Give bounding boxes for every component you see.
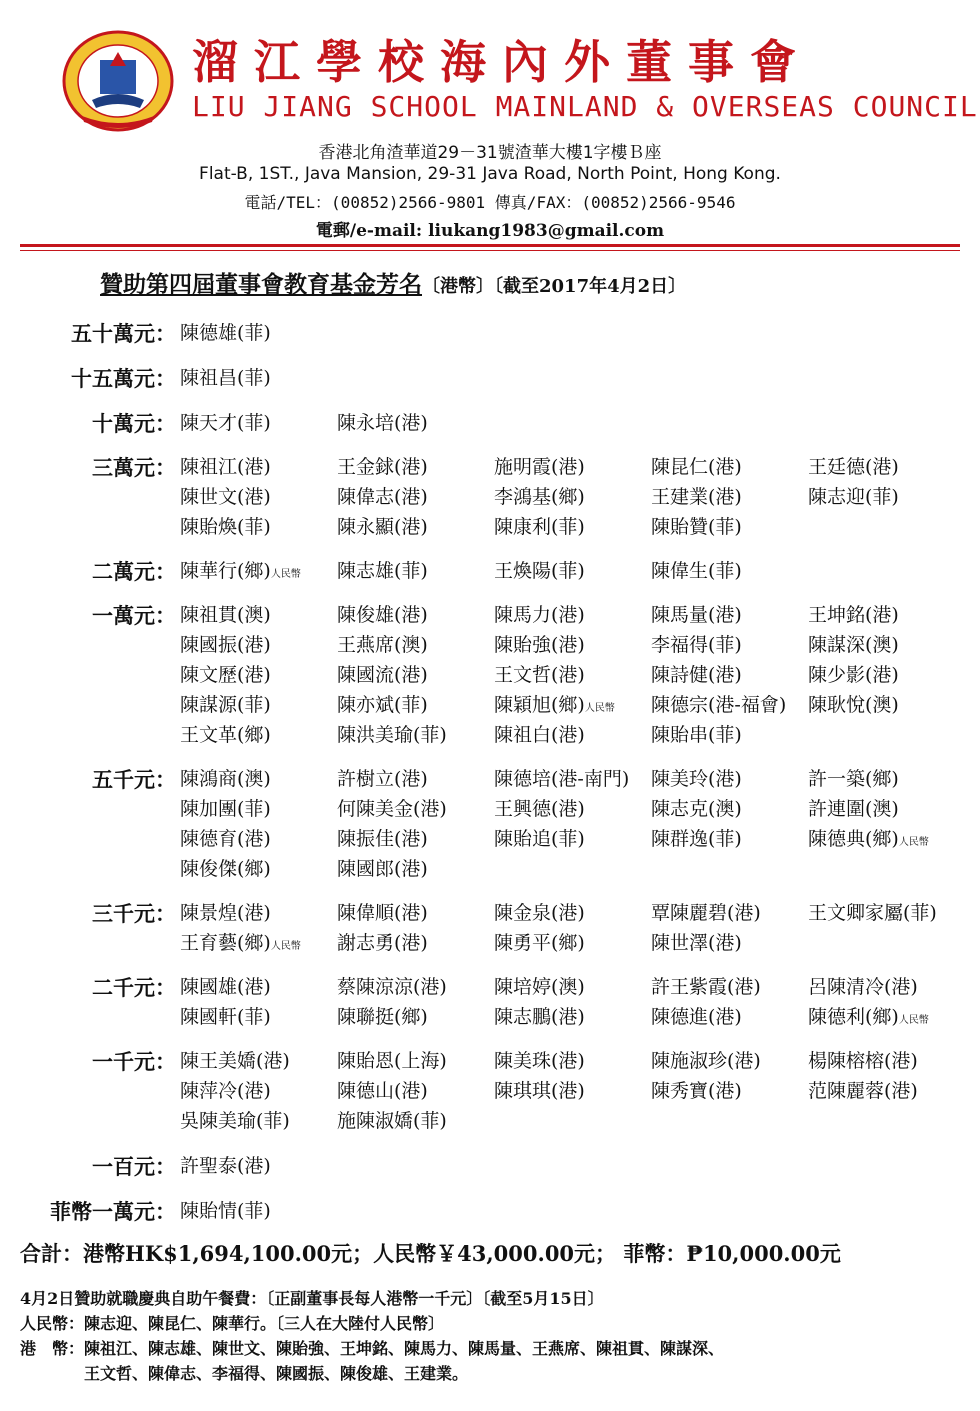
donor-name: [180, 363, 271, 390]
donor-name-text: 陳德進(港): [651, 1006, 742, 1028]
donor-name-text: 陳俊雄(港): [337, 604, 428, 626]
donor-name-text: 陳昆仁(港): [651, 456, 742, 478]
donor-row: [0, 824, 980, 854]
donor-name: [337, 482, 428, 509]
donor-row: [0, 600, 980, 630]
donor-name: [808, 794, 899, 821]
donor-name-text: 陳馬力(港): [494, 604, 585, 626]
donor-name-text: 王煥陽(菲): [494, 560, 585, 582]
currency-mark: 人民幣: [270, 569, 301, 580]
council-logo: [62, 30, 174, 132]
donor-name: [337, 512, 428, 539]
donor-name-text: 范陳麗蓉(港): [808, 1080, 918, 1102]
donor-row: [0, 1046, 980, 1076]
donor-name-text: 陳貽贊(菲): [651, 516, 742, 538]
donor-name: [494, 452, 585, 479]
donor-name-text: 陳祖昌(菲): [180, 367, 271, 389]
donor-row: [0, 482, 980, 512]
donor-name-text: 許一築(鄉): [808, 768, 899, 790]
donor-name: [180, 720, 271, 747]
donor-row: [0, 1076, 980, 1106]
council-title-chinese: 溜江學校海內外董事會: [192, 35, 812, 89]
donor-name: [494, 1046, 585, 1073]
donor-name: [337, 928, 428, 955]
donor-name-text: 王廷德(港): [808, 456, 899, 478]
donor-name: [180, 318, 271, 345]
donor-name: [808, 660, 899, 687]
donor-name: [808, 764, 899, 791]
donor-name: [494, 1076, 585, 1103]
donor-name: [337, 1106, 447, 1133]
donor-name: [180, 1002, 271, 1029]
donor-name: [180, 690, 271, 717]
donor-row: [0, 1002, 980, 1032]
donor-name: [337, 794, 447, 821]
donor-name-text: 許王紫霞(港): [651, 976, 761, 998]
donor-name-text: 陳德宗(港-福會): [651, 694, 787, 716]
donor-name-text: 何陳美金(港): [337, 798, 447, 820]
donor-name: [337, 1046, 447, 1073]
donor-name: [180, 854, 271, 881]
donor-name: [651, 794, 742, 821]
phone-fax-line: 電話/TEL：(00852)2566-9801 傳真/FAX：(00852)2566-9546: [244, 193, 736, 212]
donor-name-text: 陳德培(港-南門): [494, 768, 630, 790]
donor-name: [494, 690, 615, 717]
header-divider: [20, 244, 960, 247]
donation-amount: 五千元：: [92, 767, 176, 792]
donor-name-text: 陳德育(港): [180, 828, 271, 850]
donor-name: [180, 764, 271, 791]
donor-name: [337, 720, 447, 747]
donor-name-text: 王文革(鄉): [180, 724, 271, 746]
donor-name: [337, 854, 428, 881]
donor-name-text: 王金銶(港): [337, 456, 428, 478]
donation-amount: 二萬元：: [92, 559, 176, 584]
donation-amount: 一萬元：: [92, 603, 176, 628]
donor-name-text: 施陳淑嬌(菲): [337, 1110, 447, 1132]
donor-name: [180, 452, 271, 479]
donor-name: [808, 690, 899, 717]
donor-name: [651, 630, 742, 657]
donor-name-text: 楊陳榕榕(港): [808, 1050, 918, 1072]
donation-amount: 三萬元：: [92, 455, 176, 480]
council-title-english: LIU JIANG SCHOOL MAINLAND & OVERSEAS COUNCIL: [192, 90, 978, 123]
donor-name: [180, 928, 301, 955]
donor-name-text: 許連圍(澳): [808, 798, 899, 820]
donor-name: [180, 630, 271, 657]
donor-row: [0, 854, 980, 884]
donor-name-text: 王興德(港): [494, 798, 585, 820]
donor-name: [337, 690, 428, 717]
donor-name: [651, 452, 742, 479]
donor-name-text: 陳琪琪(港): [494, 1080, 585, 1102]
donor-name-text: 陳偉順(港): [337, 902, 428, 924]
donor-name: [808, 482, 899, 509]
donor-name-text: 陳志鵬(港): [494, 1006, 585, 1028]
donor-name-text: 許樹立(港): [337, 768, 428, 790]
donor-name: [651, 1076, 742, 1103]
donor-name: [808, 600, 899, 627]
donor-name-text: 陳貽煥(菲): [180, 516, 271, 538]
donor-name: [180, 1106, 290, 1133]
donation-amount: 五十萬元：: [71, 321, 176, 346]
donor-name: [494, 1002, 585, 1029]
donor-name-text: 陳洪美瑜(菲): [337, 724, 447, 746]
donor-name-text: 陳貽情(菲): [180, 1200, 271, 1222]
donor-name-text: 陳群逸(菲): [651, 828, 742, 850]
donor-name-text: 李鴻基(鄉): [494, 486, 585, 508]
donor-row: [0, 318, 980, 348]
donor-name: [808, 452, 899, 479]
donor-name: [337, 824, 428, 851]
donor-name-text: 陳王美嬌(港): [180, 1050, 290, 1072]
donor-name-text: 陳世澤(港): [651, 932, 742, 954]
donor-name-text: 陳國軒(菲): [180, 1006, 271, 1028]
donor-name-text: 陳貽恩(上海): [337, 1050, 447, 1072]
donor-name-text: 陳美玲(港): [651, 768, 742, 790]
donation-amount: 一百元：: [92, 1154, 176, 1179]
donor-name: [494, 482, 585, 509]
donor-name: [180, 898, 271, 925]
note-line-3: 港 幣：陳祖江、陳志雄、陳世文、陳貽強、王坤銘、陳馬力、陳馬量、王燕席、陳祖貫、陳謀深、: [20, 1339, 725, 1358]
donor-name: [494, 556, 585, 583]
donor-name-text: 陳少影(港): [808, 664, 899, 686]
donor-name: [808, 824, 929, 851]
donor-name: [808, 630, 899, 657]
donor-name: [494, 630, 585, 657]
donor-name-text: 陳偉志(港): [337, 486, 428, 508]
donor-name-text: 陳德雄(菲): [180, 322, 271, 344]
donor-name: [494, 928, 585, 955]
currency-mark: 人民幣: [270, 941, 301, 952]
donor-name: [651, 690, 786, 717]
donor-name-text: 陳祖貫(澳): [180, 604, 271, 626]
donation-total: 合計：港幣HK$1,694,100.00元；人民幣￥43,000.00元； 菲幣：₱10,000.00元: [20, 1241, 841, 1266]
donor-name-text: 陳施淑珍(港): [651, 1050, 761, 1072]
donor-name-text: 陳華行(鄉): [180, 560, 271, 582]
donor-name-text: 吳陳美瑜(菲): [180, 1110, 290, 1132]
donor-name-text: 陳貽強(港): [494, 634, 585, 656]
note-line-2: 人民幣：陳志迎、陳昆仁、陳華行。〔三人在大陸付人民幣〕: [20, 1314, 445, 1333]
donor-row: [0, 928, 980, 958]
donor-name-text: 陳萍冷(港): [180, 1080, 271, 1102]
donor-name-text: 陳祖江(港): [180, 456, 271, 478]
donor-name-text: 許聖泰(港): [180, 1155, 271, 1177]
donor-row: [0, 363, 980, 393]
donor-name-text: 陳永顯(港): [337, 516, 428, 538]
donor-row: [0, 556, 980, 586]
donor-name-text: 呂陳清冷(港): [808, 976, 918, 998]
donor-name-text: 李福得(菲): [651, 634, 742, 656]
address-english: Flat-B, 1ST., Java Mansion, 29-31 Java Road, North Point, Hong Kong.: [199, 164, 781, 184]
donor-name: [180, 1196, 271, 1223]
donor-name: [494, 600, 585, 627]
donor-row: [0, 1196, 980, 1226]
donor-name-text: 陳貽追(菲): [494, 828, 585, 850]
donor-name: [494, 764, 629, 791]
donor-name-text: 陳德利(鄉): [808, 1006, 899, 1028]
donor-name: [651, 720, 742, 747]
donor-name-text: 陳天才(菲): [180, 412, 271, 434]
donor-name-text: 陳國振(港): [180, 634, 271, 656]
donor-name-text: 陳加團(菲): [180, 798, 271, 820]
donor-name: [494, 720, 585, 747]
donor-name-text: 陳國郎(港): [337, 858, 428, 880]
donor-name-text: 陳德典(鄉): [808, 828, 899, 850]
donor-row: [0, 794, 980, 824]
donor-name: [337, 972, 447, 999]
donor-name: [494, 972, 585, 999]
donor-name: [180, 600, 271, 627]
donor-name-text: 陳馬量(港): [651, 604, 742, 626]
donor-name: [808, 1002, 929, 1029]
list-heading-main: 贊助第四屆董事會教育基金芳名: [100, 271, 422, 298]
donor-name-text: 陳亦斌(菲): [337, 694, 428, 716]
currency-mark: 人民幣: [898, 837, 929, 848]
donor-name-text: 陳美珠(港): [494, 1050, 585, 1072]
donor-name: [180, 824, 271, 851]
donor-name-text: 陳國雄(港): [180, 976, 271, 998]
donor-name: [494, 512, 585, 539]
donor-name: [180, 794, 271, 821]
donor-row: [0, 972, 980, 1002]
donor-name: [337, 660, 428, 687]
donor-name: [808, 1046, 918, 1073]
currency-mark: 人民幣: [898, 1015, 929, 1026]
donor-name-text: 陳鴻商(澳): [180, 768, 271, 790]
donor-name: [180, 1151, 271, 1178]
donor-name-text: 陳穎旭(鄉): [494, 694, 585, 716]
donor-name-text: 陳康利(菲): [494, 516, 585, 538]
donor-name: [180, 1076, 271, 1103]
donor-name-text: 王建業(港): [651, 486, 742, 508]
donor-name-text: 陳文歷(港): [180, 664, 271, 686]
donor-name: [651, 898, 761, 925]
donor-name: [494, 794, 585, 821]
donor-row: [0, 764, 980, 794]
donor-name-text: 陳俊傑(鄉): [180, 858, 271, 880]
donation-amount: 菲幣一萬元：: [50, 1199, 176, 1224]
donor-name-text: 陳振佳(港): [337, 828, 428, 850]
note-line-1: 4月2日贊助就職慶典自助午餐費：〔正副董事長每人港幣一千元〕〔截至5月15日〕: [20, 1289, 604, 1308]
donor-row: [0, 1106, 980, 1136]
donor-name-text: 陳詩健(港): [651, 664, 742, 686]
donor-name: [337, 1076, 428, 1103]
donor-name-text: 蔡陳涼涼(港): [337, 976, 447, 998]
donor-name-text: 王育藝(鄉): [180, 932, 271, 954]
donor-name: [180, 660, 271, 687]
donor-name-text: 王坤銘(港): [808, 604, 899, 626]
donor-name-text: 王燕席(澳): [337, 634, 428, 656]
list-heading-sub: 〔港幣〕〔截至2017年4月2日〕: [422, 276, 687, 297]
donor-name: [180, 1046, 290, 1073]
note-line-4: 王文哲、陳偉志、李福得、陳國振、陳俊雄、王建業。: [20, 1364, 469, 1383]
donor-name: [651, 482, 742, 509]
donor-name-text: 覃陳麗碧(港): [651, 902, 761, 924]
donor-name: [337, 764, 428, 791]
donor-name: [180, 556, 301, 583]
donor-name-text: 陳勇平(鄉): [494, 932, 585, 954]
donor-name-text: 陳永培(港): [337, 412, 428, 434]
donor-name-text: 陳謀深(澳): [808, 634, 899, 656]
donor-name-text: 陳志雄(菲): [337, 560, 428, 582]
donor-name: [808, 1076, 918, 1103]
donor-name: [180, 512, 271, 539]
currency-mark: 人民幣: [584, 703, 615, 714]
donor-name-text: 陳祖白(港): [494, 724, 585, 746]
donation-amount: 三千元：: [92, 901, 176, 926]
donor-name-text: 陳貽串(菲): [651, 724, 742, 746]
donor-name: [651, 824, 742, 851]
donor-name-text: 謝志勇(港): [337, 932, 428, 954]
donor-name: [651, 764, 742, 791]
donation-amount: 十萬元：: [92, 411, 176, 436]
donor-name: [494, 898, 585, 925]
donor-name: [651, 556, 742, 583]
donation-amount: 二千元：: [92, 975, 176, 1000]
donor-name-text: 王文卿家屬(菲): [808, 902, 937, 924]
donor-name-text: 陳德山(港): [337, 1080, 428, 1102]
donor-row: [0, 512, 980, 542]
donor-name-text: 陳培婷(澳): [494, 976, 585, 998]
email-line: 電郵/e-mail: liukang1983@gmail.com: [315, 221, 665, 241]
address-chinese: 香港北角渣華道29－31號渣華大樓1字樓Ｂ座: [318, 143, 662, 163]
donor-row: [0, 452, 980, 482]
donor-name: [494, 660, 585, 687]
donor-name: [337, 452, 428, 479]
donor-name: [337, 630, 428, 657]
donor-name: [651, 660, 742, 687]
donor-name: [494, 824, 585, 851]
donor-name: [180, 972, 271, 999]
donor-name: [337, 556, 428, 583]
donor-name-text: 陳志迎(菲): [808, 486, 899, 508]
donor-name: [651, 1002, 742, 1029]
donor-name-text: 陳聯挺(鄉): [337, 1006, 428, 1028]
donor-row: [0, 690, 980, 720]
donation-amount: 一千元：: [92, 1049, 176, 1074]
donor-name: [337, 408, 428, 435]
donor-name: [651, 1046, 761, 1073]
donor-name: [808, 898, 937, 925]
list-heading: [100, 266, 686, 299]
donor-row: [0, 720, 980, 750]
donor-row: [0, 408, 980, 438]
donor-name-text: 陳謀源(菲): [180, 694, 271, 716]
donor-name-text: 陳秀寶(港): [651, 1080, 742, 1102]
donor-name: [337, 1002, 428, 1029]
donor-name-text: 陳偉生(菲): [651, 560, 742, 582]
donor-name: [337, 898, 428, 925]
donor-row: [0, 1151, 980, 1181]
donor-name-text: 陳景煌(港): [180, 902, 271, 924]
donation-amount: 十五萬元：: [71, 366, 176, 391]
donor-name-text: 陳耿悅(澳): [808, 694, 899, 716]
donor-name: [651, 512, 742, 539]
donor-name: [651, 972, 761, 999]
donor-name: [651, 600, 742, 627]
donor-name: [808, 972, 918, 999]
header-divider-thin: [20, 250, 960, 251]
donor-name-text: 陳金泉(港): [494, 902, 585, 924]
donor-name-text: 施明霞(港): [494, 456, 585, 478]
donor-name: [180, 408, 271, 435]
donor-row: [0, 660, 980, 690]
donor-name-text: 陳志克(澳): [651, 798, 742, 820]
donor-name-text: 王文哲(港): [494, 664, 585, 686]
donor-name: [337, 600, 428, 627]
donor-name: [180, 482, 271, 509]
donor-name: [651, 928, 742, 955]
donor-name-text: 陳國流(港): [337, 664, 428, 686]
donor-name-text: 陳世文(港): [180, 486, 271, 508]
donor-row: [0, 898, 980, 928]
donor-row: [0, 630, 980, 660]
